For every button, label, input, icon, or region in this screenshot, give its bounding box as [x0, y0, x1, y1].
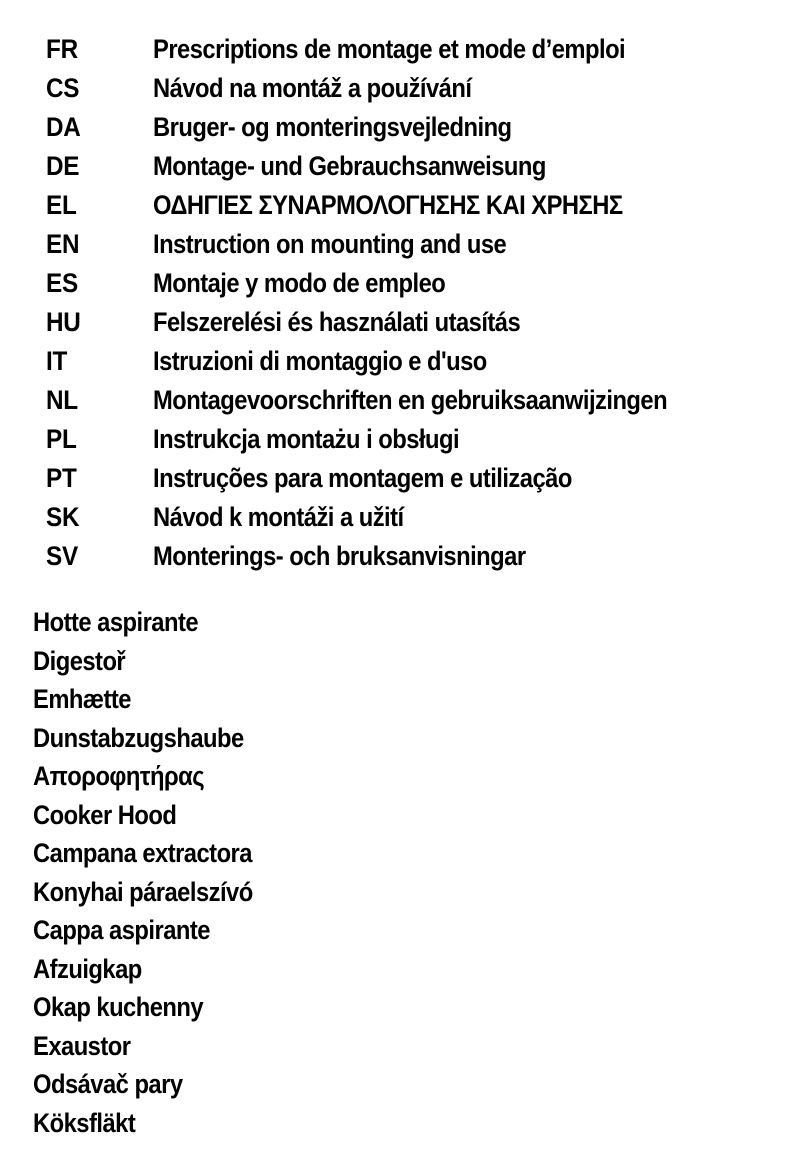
language-code: HU: [46, 307, 81, 337]
product-name-nl: Afzuigkap: [33, 953, 142, 984]
language-title: Prescriptions de montage et mode d’emploi: [153, 34, 626, 64]
language-code: NL: [46, 385, 78, 415]
product-name-it: Cappa aspirante: [33, 915, 210, 945]
language-row-hu: [46, 303, 798, 342]
language-code: SV: [46, 541, 78, 571]
language-row-sv: [46, 537, 798, 576]
product-name-es: Campana extractora: [33, 838, 252, 868]
language-title: Bruger- og monteringsvejledning: [153, 112, 512, 142]
language-row-pl: [46, 420, 798, 459]
language-title: Návod k montáži a užití: [153, 502, 404, 532]
language-title: Instruction on mounting and use: [153, 229, 507, 259]
language-title: Istruzioni di montaggio e d'uso: [153, 346, 487, 376]
language-code: ES: [46, 268, 78, 298]
product-name-sk: Odsávač pary: [33, 1069, 183, 1099]
language-code: EN: [46, 229, 80, 259]
language-title: Instrukcja montażu i obsługi: [153, 424, 460, 454]
product-name-de: Dunstabzugshaube: [33, 722, 244, 753]
product-name-en: Cooker Hood: [33, 799, 177, 830]
language-code: CS: [46, 73, 80, 103]
language-row-da: [46, 108, 798, 147]
product-name-hu: Konyhai páraelszívó: [33, 876, 253, 907]
language-code: EL: [46, 190, 77, 220]
language-code: PT: [46, 463, 77, 493]
language-title: ΟΔΗΓΙΕΣ ΣΥΝΑΡΜΟΛΟΓΗΣΗΣ ΚΑΙ ΧΡΗΣΗΣ: [153, 190, 623, 220]
language-row-cs: [46, 69, 798, 108]
language-title: Návod na montáž a používání: [153, 73, 472, 103]
language-code: DE: [46, 151, 80, 181]
language-title: Montagevoorschriften en gebruiksaanwijzingen: [153, 385, 668, 415]
language-code: PL: [46, 424, 77, 454]
language-title: Instruções para montagem e utilização: [153, 463, 572, 493]
language-title: Felszerelési és használati utasítás: [153, 307, 521, 337]
product-name-list: [33, 603, 773, 1142]
language-row-es: [46, 264, 798, 303]
product-name-el: Απoρoφητήρας: [33, 761, 205, 791]
language-row-pt: [46, 459, 798, 498]
language-row-it: [46, 342, 798, 381]
language-title: Montaje y modo de empleo: [153, 268, 446, 298]
language-instructions-list: [46, 30, 798, 576]
language-code: DA: [46, 112, 81, 142]
language-row-el: [46, 186, 798, 225]
language-row-de: [46, 147, 798, 186]
product-name-sv: Köksfläkt: [33, 1107, 136, 1138]
product-name-pl: Okap kuchenny: [33, 992, 204, 1022]
product-name-fr: Hotte aspirante: [33, 607, 199, 637]
language-code: SK: [46, 502, 80, 532]
product-name-pt: Exaustor: [33, 1030, 131, 1061]
language-title: Monterings- och bruksanvisningar: [153, 541, 526, 571]
language-code: FR: [46, 34, 78, 64]
language-row-en: [46, 225, 798, 264]
language-title: Montage- und Gebrauchsanweisung: [153, 151, 546, 181]
language-row-nl: [46, 381, 798, 420]
language-code: IT: [46, 346, 68, 376]
language-row-sk: [46, 498, 798, 537]
language-row-fr: [46, 30, 798, 69]
product-name-da: Emhætte: [33, 684, 131, 714]
product-name-cs: Digestoř: [33, 645, 126, 676]
